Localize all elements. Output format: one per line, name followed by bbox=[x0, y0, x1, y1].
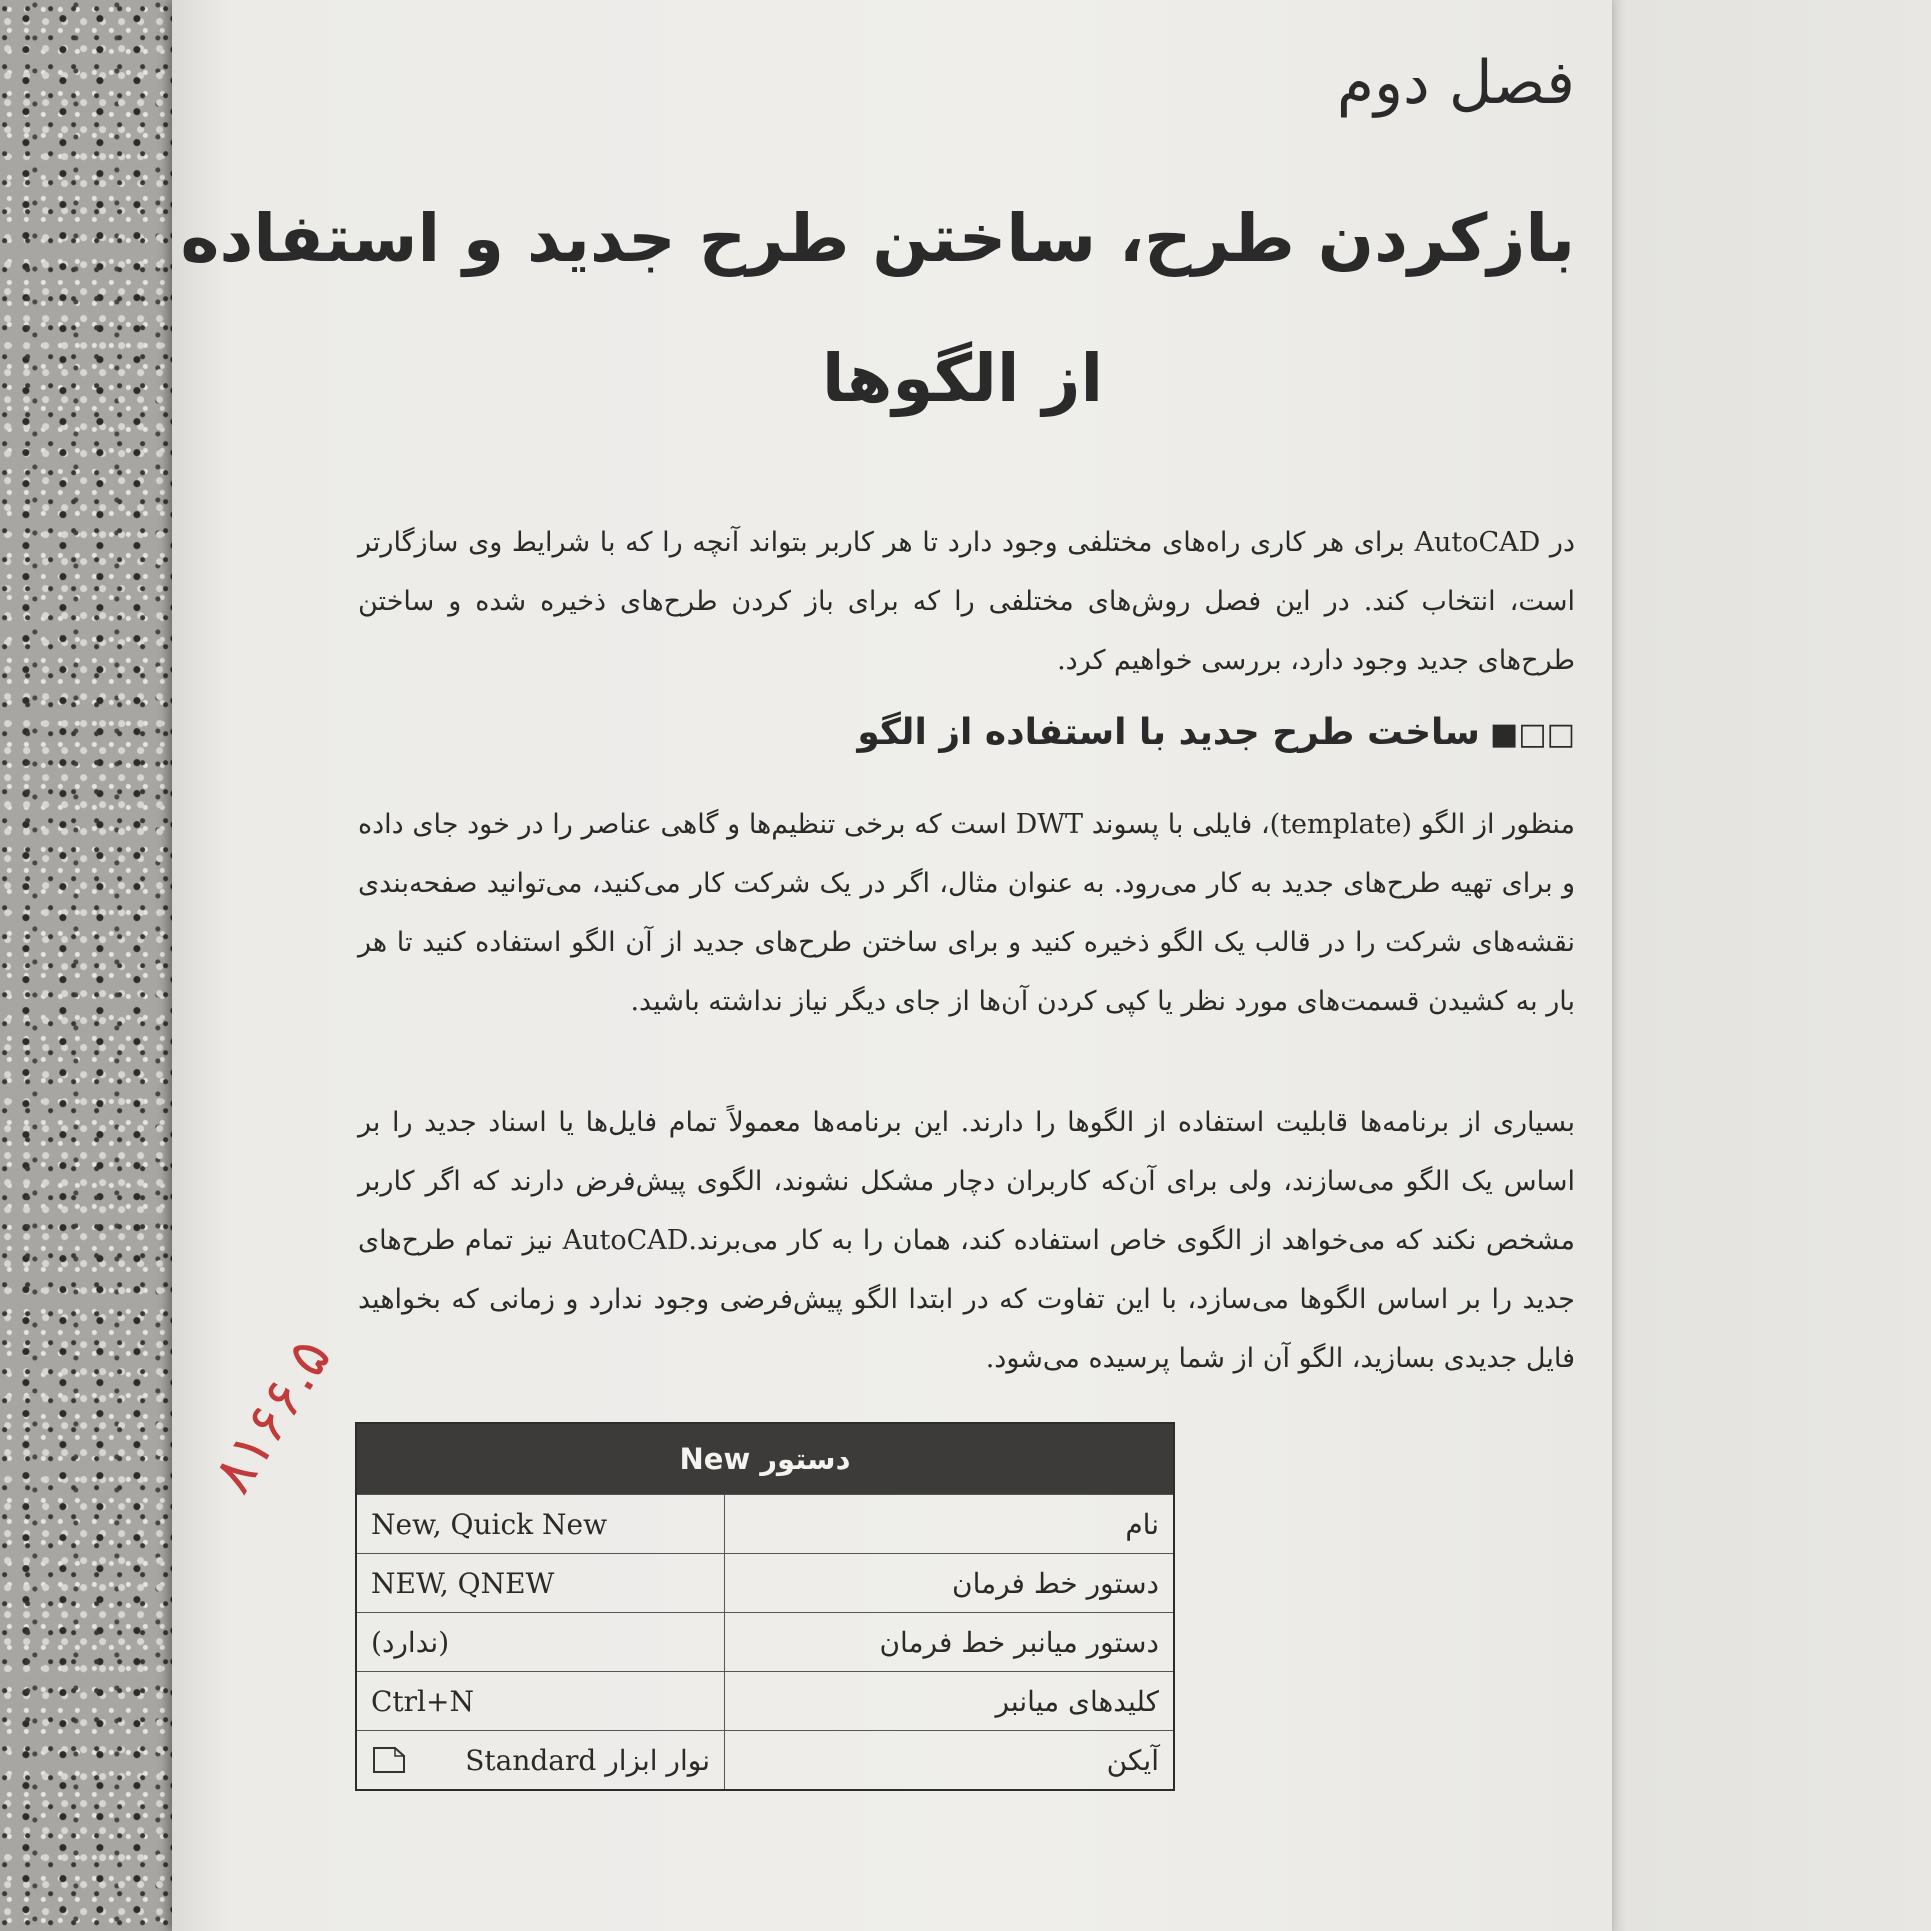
chapter-label: فصل دوم bbox=[1336, 48, 1575, 118]
section-heading bbox=[857, 712, 1575, 753]
intro-paragraph: در AutoCAD برای هر کاری راه‌های مختلفی وجود دارد تا هر کاربر بتواند آنچه را که با شرایط وی سازگارتر است، انتخاب کند. در این فصل روش‌های مختلفی را که برای باز کردن طرح‌های ذخیره شده و ساختن طرح‌های جدید وجود دارد، بررسی خواهیم کرد. bbox=[358, 527, 1575, 676]
heading-bullets: □□■ bbox=[1489, 717, 1575, 752]
programs-paragraph: بسیاری از برنامه‌ها قابلیت استفاده از الگوها را دارند. این برنامه‌ها معمولاً تمام فایل‌ها یا اسناد جدید را بر اساس یک الگو می‌سازند، ولی برای آن‌که کاربران دچار مشکل نشوند، الگوی پیش‌فرض دارند که اگر کاربر مشخص نکند که می‌خواهد از الگوی خاص استفاده کند، همان را به کار می‌برند.AutoCAD نیز تمام طرح‌های جدید را بر اساس الگوها می‌سازد، با این تفاوت که در ابتدا الگو پیش‌فرضی وجود ندارد و زمانی که بخواهید فایل جدیدی بسازید، الگو آن از شما پرسیده می‌شود. bbox=[358, 1107, 1575, 1374]
row-value: New, Quick New bbox=[356, 1495, 725, 1554]
chapter-title-line-2: از الگوها bbox=[821, 340, 1104, 417]
template-paragraph: منظور از الگو (template)، فایلی با پسوند DWT است که برخی تنظیم‌ها و گاهی عناصر را در خود جای داده و برای تهیه طرح‌های جدید به کار می‌رود. به عنوان مثال، اگر در یک شرکت کار می‌کنید، می‌توانید صفحه‌بندی نقشه‌های شرکت را در قالب یک الگو ذخیره کنید و برای ساختن طرح‌های جدید از آن الگو استفاده کنید تا هر بار به کشیدن قسمت‌های مورد نظر یا کپی کردن آن‌ها از جای دیگر نیاز نداشته باشید. bbox=[358, 809, 1575, 1017]
table-row bbox=[356, 1554, 1174, 1613]
new-command-table bbox=[355, 1422, 1175, 1791]
row-value: Ctrl+N bbox=[356, 1672, 725, 1731]
table-header: دستور New bbox=[356, 1423, 1174, 1495]
handwritten-annotation: ۸۱۶۶.۵ bbox=[200, 1327, 345, 1505]
table-row bbox=[356, 1613, 1174, 1672]
row-label: نام bbox=[725, 1495, 1175, 1554]
row-value-icon bbox=[356, 1731, 725, 1791]
toolbar-label: نوار ابزار Standard bbox=[465, 1743, 710, 1777]
row-value: NEW, QNEW bbox=[356, 1554, 725, 1613]
table-header-row bbox=[356, 1423, 1174, 1495]
new-document-icon bbox=[371, 1746, 407, 1774]
table-row bbox=[356, 1672, 1174, 1731]
chapter-title-line-1: بازکردن طرح، ساختن طرح جدید و استفاده bbox=[180, 200, 1575, 277]
facing-page-edge bbox=[1605, 0, 1931, 1931]
granite-surface bbox=[0, 0, 178, 1931]
row-value: (ندارد) bbox=[356, 1613, 725, 1672]
table-row bbox=[356, 1731, 1174, 1791]
row-label: کلیدهای میانبر bbox=[725, 1672, 1175, 1731]
row-label: دستور خط فرمان bbox=[725, 1554, 1175, 1613]
section-heading-text: ساخت طرح جدید با استفاده از الگو bbox=[857, 712, 1480, 753]
row-label: آیکن bbox=[725, 1731, 1175, 1791]
table-row bbox=[356, 1495, 1174, 1554]
row-label: دستور میانبر خط فرمان bbox=[725, 1613, 1175, 1672]
